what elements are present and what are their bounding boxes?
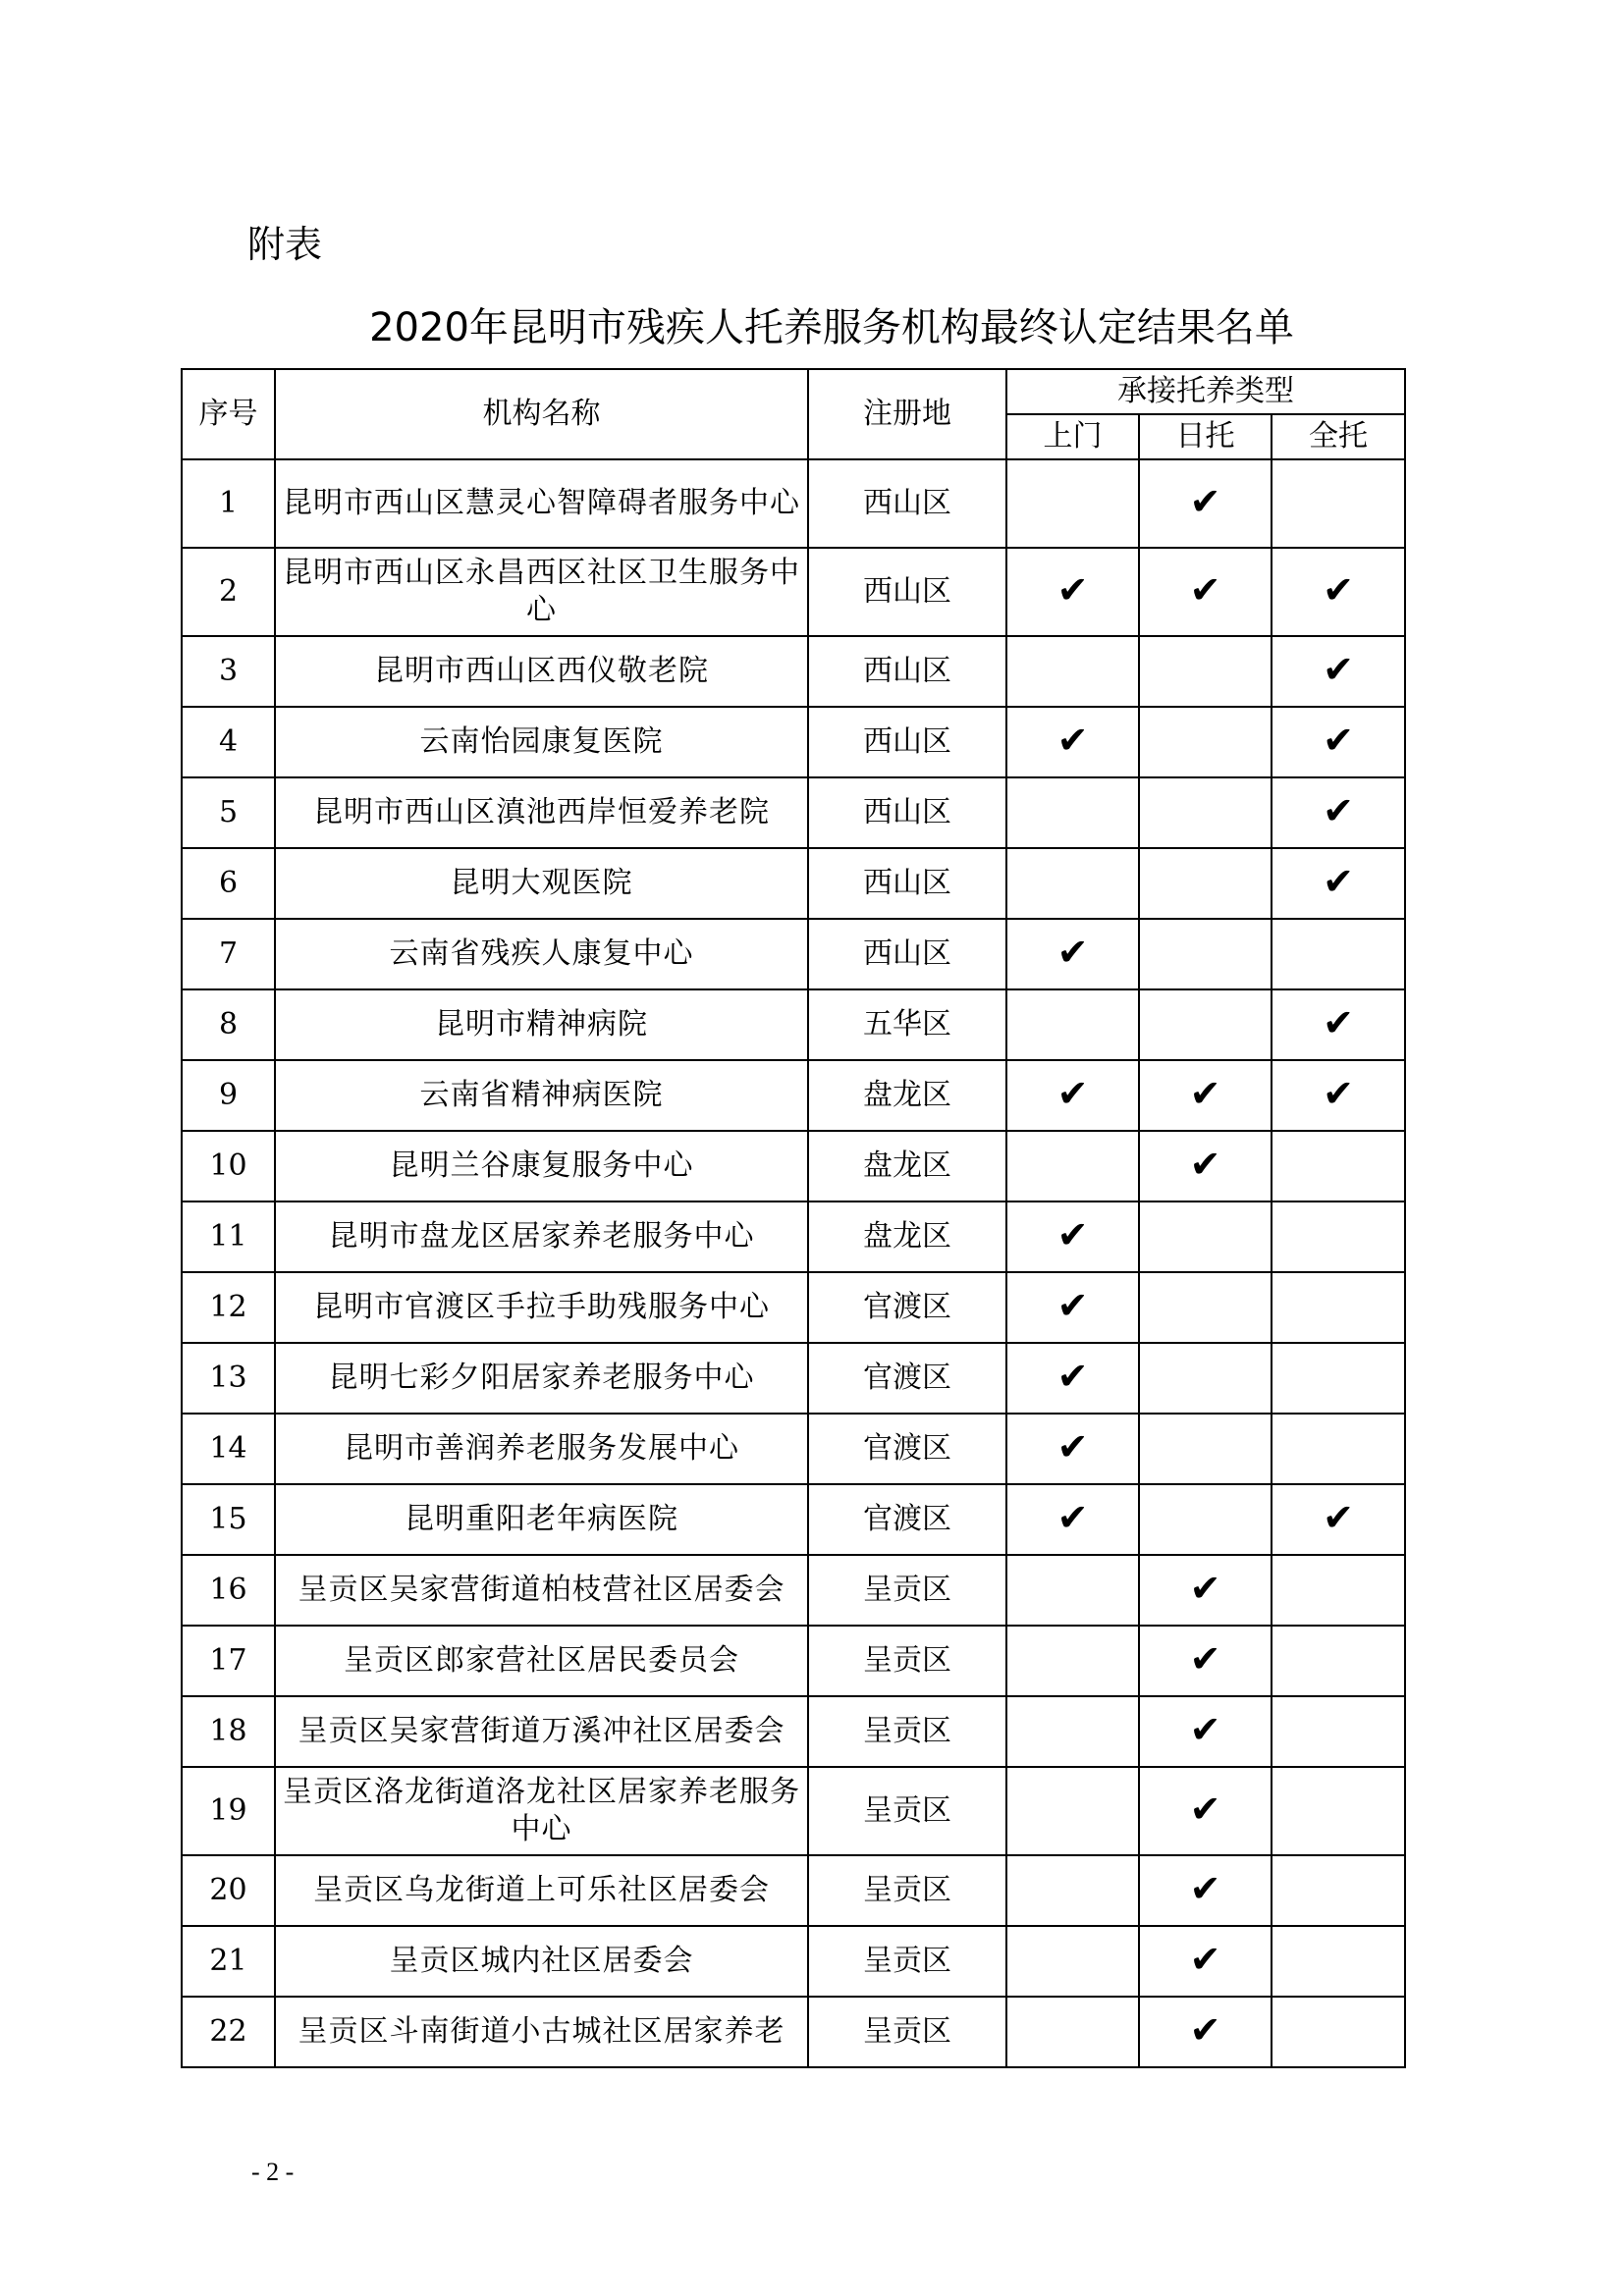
table-row bbox=[182, 636, 1405, 707]
row-door bbox=[1006, 459, 1139, 548]
header-seq: 序号 bbox=[182, 369, 275, 459]
check-mark-icon: ✔ bbox=[1323, 1072, 1354, 1115]
check-mark-icon: ✔ bbox=[1323, 860, 1354, 903]
table-row bbox=[182, 459, 1405, 548]
check-mark-icon: ✔ bbox=[1189, 480, 1221, 523]
appendix-label: 附表 bbox=[247, 223, 323, 266]
row-place: 官渡区 bbox=[808, 1272, 1006, 1343]
check-mark-icon: ✔ bbox=[1189, 1143, 1221, 1186]
row-place: 呈贡区 bbox=[808, 1696, 1006, 1767]
row-place: 官渡区 bbox=[808, 1484, 1006, 1555]
row-door bbox=[1006, 777, 1139, 848]
row-door bbox=[1006, 548, 1139, 636]
table-row bbox=[182, 777, 1405, 848]
header-day: 日托 bbox=[1139, 414, 1272, 459]
row-door bbox=[1006, 919, 1139, 989]
row-door bbox=[1006, 1926, 1139, 1997]
row-name: 昆明大观医院 bbox=[275, 848, 808, 919]
header-place: 注册地 bbox=[808, 369, 1006, 459]
row-place: 西山区 bbox=[808, 636, 1006, 707]
row-seq: 12 bbox=[182, 1272, 275, 1343]
row-door bbox=[1006, 1272, 1139, 1343]
row-name: 呈贡区斗南街道小古城社区居家养老 bbox=[275, 1997, 808, 2067]
check-mark-icon: ✔ bbox=[1056, 1425, 1089, 1468]
row-seq: 17 bbox=[182, 1626, 275, 1696]
table-row bbox=[182, 1626, 1405, 1696]
row-day bbox=[1139, 1060, 1272, 1131]
check-mark-icon: ✔ bbox=[1056, 1072, 1089, 1115]
row-seq: 6 bbox=[182, 848, 275, 919]
row-seq: 5 bbox=[182, 777, 275, 848]
row-seq: 3 bbox=[182, 636, 275, 707]
row-seq: 14 bbox=[182, 1414, 275, 1484]
row-seq: 4 bbox=[182, 707, 275, 777]
row-name: 昆明市西山区滇池西岸恒爱养老院 bbox=[275, 777, 808, 848]
row-place: 五华区 bbox=[808, 989, 1006, 1060]
check-mark-icon: ✔ bbox=[1323, 568, 1354, 612]
row-full bbox=[1272, 1626, 1405, 1696]
row-seq: 1 bbox=[182, 459, 275, 548]
check-mark-icon: ✔ bbox=[1323, 648, 1354, 691]
check-mark-icon: ✔ bbox=[1323, 789, 1354, 832]
table-row bbox=[182, 1926, 1405, 1997]
check-mark-icon: ✔ bbox=[1189, 2008, 1221, 2052]
row-full bbox=[1272, 1131, 1405, 1201]
check-mark-icon: ✔ bbox=[1323, 1496, 1354, 1539]
row-seq: 18 bbox=[182, 1696, 275, 1767]
row-full bbox=[1272, 1060, 1405, 1131]
check-mark-icon: ✔ bbox=[1189, 1708, 1221, 1751]
row-door bbox=[1006, 1060, 1139, 1131]
check-mark-icon: ✔ bbox=[1056, 1496, 1089, 1539]
row-door bbox=[1006, 1343, 1139, 1414]
row-seq: 9 bbox=[182, 1060, 275, 1131]
row-day bbox=[1139, 1414, 1272, 1484]
row-door bbox=[1006, 1414, 1139, 1484]
row-place: 呈贡区 bbox=[808, 1555, 1006, 1626]
row-name: 呈贡区郎家营社区居民委员会 bbox=[275, 1626, 808, 1696]
row-day bbox=[1139, 459, 1272, 548]
row-seq: 13 bbox=[182, 1343, 275, 1414]
row-door bbox=[1006, 1696, 1139, 1767]
row-door bbox=[1006, 1131, 1139, 1201]
row-seq: 15 bbox=[182, 1484, 275, 1555]
row-door bbox=[1006, 989, 1139, 1060]
row-name: 昆明市西山区西仪敬老院 bbox=[275, 636, 808, 707]
check-mark-icon: ✔ bbox=[1056, 1284, 1089, 1327]
row-seq: 11 bbox=[182, 1201, 275, 1272]
row-day bbox=[1139, 1131, 1272, 1201]
row-full bbox=[1272, 459, 1405, 548]
table-row bbox=[182, 1060, 1405, 1131]
check-mark-icon: ✔ bbox=[1056, 1355, 1089, 1398]
check-mark-icon: ✔ bbox=[1189, 1788, 1221, 1831]
table-row bbox=[182, 1343, 1405, 1414]
check-mark-icon: ✔ bbox=[1323, 1001, 1354, 1044]
header-door: 上门 bbox=[1006, 414, 1139, 459]
check-mark-icon: ✔ bbox=[1189, 1867, 1221, 1910]
row-full bbox=[1272, 1926, 1405, 1997]
row-name: 昆明兰谷康复服务中心 bbox=[275, 1131, 808, 1201]
row-name: 昆明七彩夕阳居家养老服务中心 bbox=[275, 1343, 808, 1414]
row-seq: 10 bbox=[182, 1131, 275, 1201]
row-day bbox=[1139, 1926, 1272, 1997]
row-seq: 7 bbox=[182, 919, 275, 989]
check-mark-icon: ✔ bbox=[1189, 1072, 1221, 1115]
table-row bbox=[182, 1414, 1405, 1484]
row-place: 西山区 bbox=[808, 707, 1006, 777]
row-full bbox=[1272, 1696, 1405, 1767]
row-day bbox=[1139, 1272, 1272, 1343]
row-name: 云南怡园康复医院 bbox=[275, 707, 808, 777]
row-place: 西山区 bbox=[808, 777, 1006, 848]
row-place: 官渡区 bbox=[808, 1414, 1006, 1484]
row-name: 呈贡区吴家营街道万溪冲社区居委会 bbox=[275, 1696, 808, 1767]
row-full bbox=[1272, 1343, 1405, 1414]
row-door bbox=[1006, 1484, 1139, 1555]
row-day bbox=[1139, 1626, 1272, 1696]
check-mark-icon: ✔ bbox=[1189, 1567, 1221, 1610]
table-row bbox=[182, 919, 1405, 989]
row-seq: 19 bbox=[182, 1767, 275, 1855]
table-row bbox=[182, 1272, 1405, 1343]
table-row bbox=[182, 707, 1405, 777]
row-name: 云南省残疾人康复中心 bbox=[275, 919, 808, 989]
row-door bbox=[1006, 707, 1139, 777]
table-row bbox=[182, 1997, 1405, 2067]
row-full bbox=[1272, 848, 1405, 919]
row-door bbox=[1006, 1555, 1139, 1626]
row-door bbox=[1006, 848, 1139, 919]
row-place: 呈贡区 bbox=[808, 1855, 1006, 1926]
row-full bbox=[1272, 777, 1405, 848]
row-full bbox=[1272, 1997, 1405, 2067]
row-place: 西山区 bbox=[808, 548, 1006, 636]
row-door bbox=[1006, 1626, 1139, 1696]
row-full bbox=[1272, 1855, 1405, 1926]
row-day bbox=[1139, 1555, 1272, 1626]
row-place: 盘龙区 bbox=[808, 1201, 1006, 1272]
row-name: 昆明市盘龙区居家养老服务中心 bbox=[275, 1201, 808, 1272]
row-name: 呈贡区洛龙街道洛龙社区居家养老服务中心 bbox=[275, 1767, 808, 1855]
row-day bbox=[1139, 707, 1272, 777]
row-door bbox=[1006, 636, 1139, 707]
check-mark-icon: ✔ bbox=[1189, 1938, 1221, 1981]
row-name: 昆明重阳老年病医院 bbox=[275, 1484, 808, 1555]
table-row bbox=[182, 548, 1405, 636]
result-table bbox=[181, 368, 1406, 2068]
row-full bbox=[1272, 919, 1405, 989]
row-full bbox=[1272, 707, 1405, 777]
row-seq: 21 bbox=[182, 1926, 275, 1997]
row-place: 盘龙区 bbox=[808, 1131, 1006, 1201]
table-row bbox=[182, 1696, 1405, 1767]
row-day bbox=[1139, 919, 1272, 989]
row-day bbox=[1139, 1201, 1272, 1272]
header-full: 全托 bbox=[1272, 414, 1405, 459]
row-full bbox=[1272, 1484, 1405, 1555]
row-door bbox=[1006, 1767, 1139, 1855]
table-row bbox=[182, 1201, 1405, 1272]
check-mark-icon: ✔ bbox=[1323, 719, 1354, 762]
row-day bbox=[1139, 1343, 1272, 1414]
row-seq: 2 bbox=[182, 548, 275, 636]
row-door bbox=[1006, 1997, 1139, 2067]
row-full bbox=[1272, 989, 1405, 1060]
row-place: 西山区 bbox=[808, 459, 1006, 548]
row-full bbox=[1272, 1555, 1405, 1626]
page-number: - 2 - bbox=[251, 2158, 295, 2186]
row-seq: 8 bbox=[182, 989, 275, 1060]
row-day bbox=[1139, 1767, 1272, 1855]
table-row bbox=[182, 1767, 1405, 1855]
row-name: 昆明市官渡区手拉手助残服务中心 bbox=[275, 1272, 808, 1343]
row-seq: 20 bbox=[182, 1855, 275, 1926]
row-full bbox=[1272, 1272, 1405, 1343]
check-mark-icon: ✔ bbox=[1056, 931, 1089, 974]
check-mark-icon: ✔ bbox=[1056, 1213, 1089, 1256]
document-title: 2020年昆明市残疾人托养服务机构最终认定结果名单 bbox=[369, 305, 1294, 350]
row-name: 呈贡区乌龙街道上可乐社区居委会 bbox=[275, 1855, 808, 1926]
row-day bbox=[1139, 1484, 1272, 1555]
row-place: 西山区 bbox=[808, 919, 1006, 989]
table-row bbox=[182, 1484, 1405, 1555]
row-name: 云南省精神病医院 bbox=[275, 1060, 808, 1131]
row-place: 西山区 bbox=[808, 848, 1006, 919]
header-service-group: 承接托养类型 bbox=[1006, 369, 1405, 414]
row-full bbox=[1272, 1767, 1405, 1855]
check-mark-icon: ✔ bbox=[1056, 719, 1089, 762]
row-day bbox=[1139, 1696, 1272, 1767]
row-seq: 22 bbox=[182, 1997, 275, 2067]
row-day bbox=[1139, 1997, 1272, 2067]
row-day bbox=[1139, 636, 1272, 707]
row-full bbox=[1272, 1201, 1405, 1272]
row-place: 盘龙区 bbox=[808, 1060, 1006, 1131]
row-name: 昆明市精神病院 bbox=[275, 989, 808, 1060]
row-name: 昆明市西山区慧灵心智障碍者服务中心 bbox=[275, 459, 808, 548]
row-door bbox=[1006, 1201, 1139, 1272]
row-place: 呈贡区 bbox=[808, 1767, 1006, 1855]
row-day bbox=[1139, 777, 1272, 848]
table-row bbox=[182, 1131, 1405, 1201]
row-name: 呈贡区城内社区居委会 bbox=[275, 1926, 808, 1997]
row-door bbox=[1006, 1855, 1139, 1926]
row-day bbox=[1139, 989, 1272, 1060]
check-mark-icon: ✔ bbox=[1056, 568, 1089, 612]
row-full bbox=[1272, 548, 1405, 636]
check-mark-icon: ✔ bbox=[1189, 1637, 1221, 1681]
row-day bbox=[1139, 1855, 1272, 1926]
header-name: 机构名称 bbox=[275, 369, 808, 459]
row-place: 呈贡区 bbox=[808, 1626, 1006, 1696]
row-seq: 16 bbox=[182, 1555, 275, 1626]
row-place: 官渡区 bbox=[808, 1343, 1006, 1414]
row-place: 呈贡区 bbox=[808, 1997, 1006, 2067]
table-row bbox=[182, 989, 1405, 1060]
row-name: 呈贡区吴家营街道柏枝营社区居委会 bbox=[275, 1555, 808, 1626]
row-full bbox=[1272, 636, 1405, 707]
table-row bbox=[182, 1855, 1405, 1926]
table-body bbox=[182, 459, 1405, 2067]
table-row bbox=[182, 848, 1405, 919]
row-full bbox=[1272, 1414, 1405, 1484]
row-day bbox=[1139, 548, 1272, 636]
table-row bbox=[182, 1555, 1405, 1626]
row-name: 昆明市西山区永昌西区社区卫生服务中心 bbox=[275, 548, 808, 636]
row-place: 呈贡区 bbox=[808, 1926, 1006, 1997]
check-mark-icon: ✔ bbox=[1189, 568, 1221, 612]
row-name: 昆明市善润养老服务发展中心 bbox=[275, 1414, 808, 1484]
row-day bbox=[1139, 848, 1272, 919]
